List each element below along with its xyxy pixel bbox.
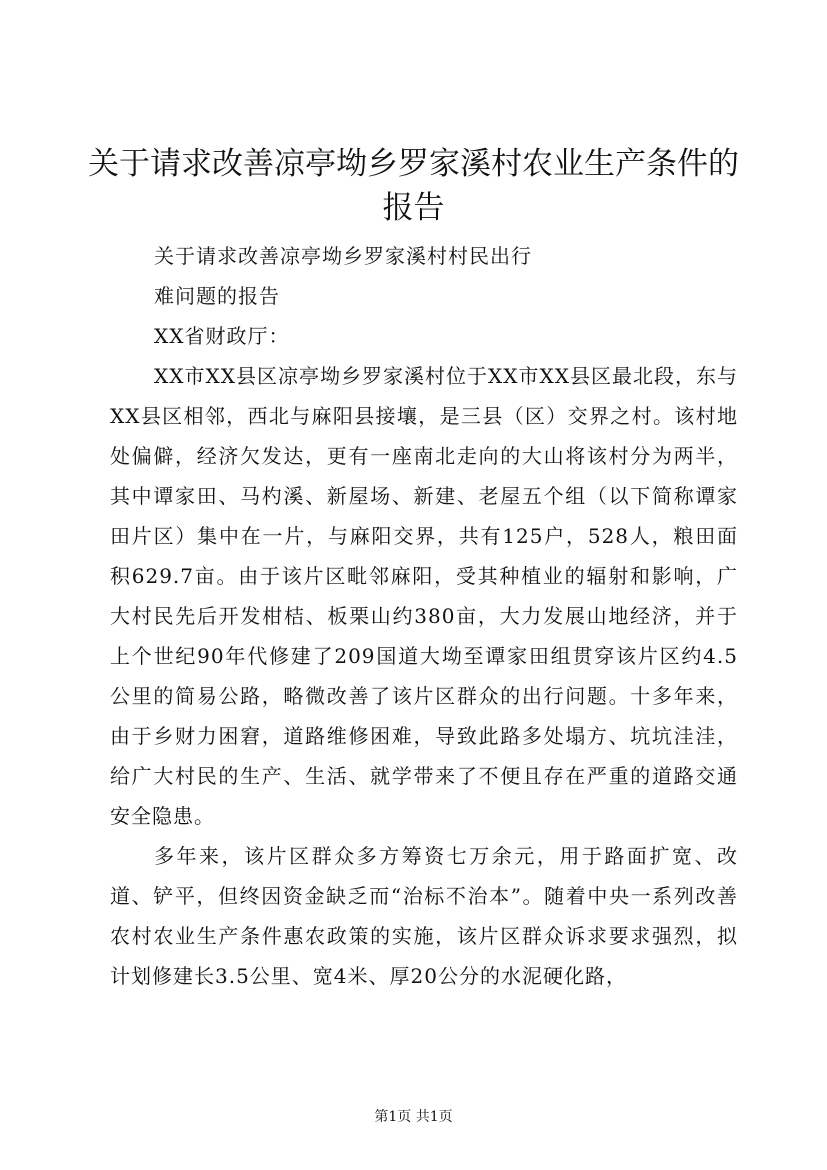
page-footer: 第1页 共1页 (374, 1109, 453, 1125)
document-title: 关于请求改善凉亭坳乡罗家溪村农业生产条件的报告 (88, 146, 739, 226)
document-body (110, 236, 738, 996)
body-paragraph: 多年来，该片区群众多方筹资七万余元，用于路面扩宽、改道、铲平，但终因资金缺乏而“治标不治本”。随着中央一系列改善农村农业生产条件惠农政策的实施，该片区群众诉求要求强烈，拟计划修建长3.5公里、宽4米、厚20公分的水泥硬化路， (110, 844, 738, 988)
subtitle-line-1: 关于请求改善凉亭坳乡罗家溪村村民出行 (154, 244, 532, 268)
subtitle-line-2: 难问题的报告 (154, 284, 280, 308)
salutation: XX省财政厅： (154, 324, 290, 348)
body-paragraph: XX市XX县区凉亭坳乡罗家溪村位于XX市XX县区最北段，东与XX县区相邻，西北与麻阳县接壤，是三县（区）交界之村。该村地处偏僻，经济欠发达，更有一座南北走向的大山将该村分为两半，其中谭家田、马杓溪、新屋场、新建、老屋五个组（以下简称谭家田片区）集中在一片，与麻阳交界，共有125户，528人，粮田面积629.7亩。由于该片区毗邻麻阳，受其种植业的辐射和影响，广大村民先后开发柑桔、板栗山约380亩，大力发展山地经济，并于上个世纪90年代修建了209国道大坳至谭家田组贯穿该片区约4.5公里的简易公路，略微改善了该片区群众的出行问题。十多年来，由于乡财力困窘，道路维修困难，导致此路多处塌方、坑坑洼洼，给广大村民的生产、生活、就学带来了不便且存在严重的道路交通安全隐患。 (110, 364, 738, 828)
